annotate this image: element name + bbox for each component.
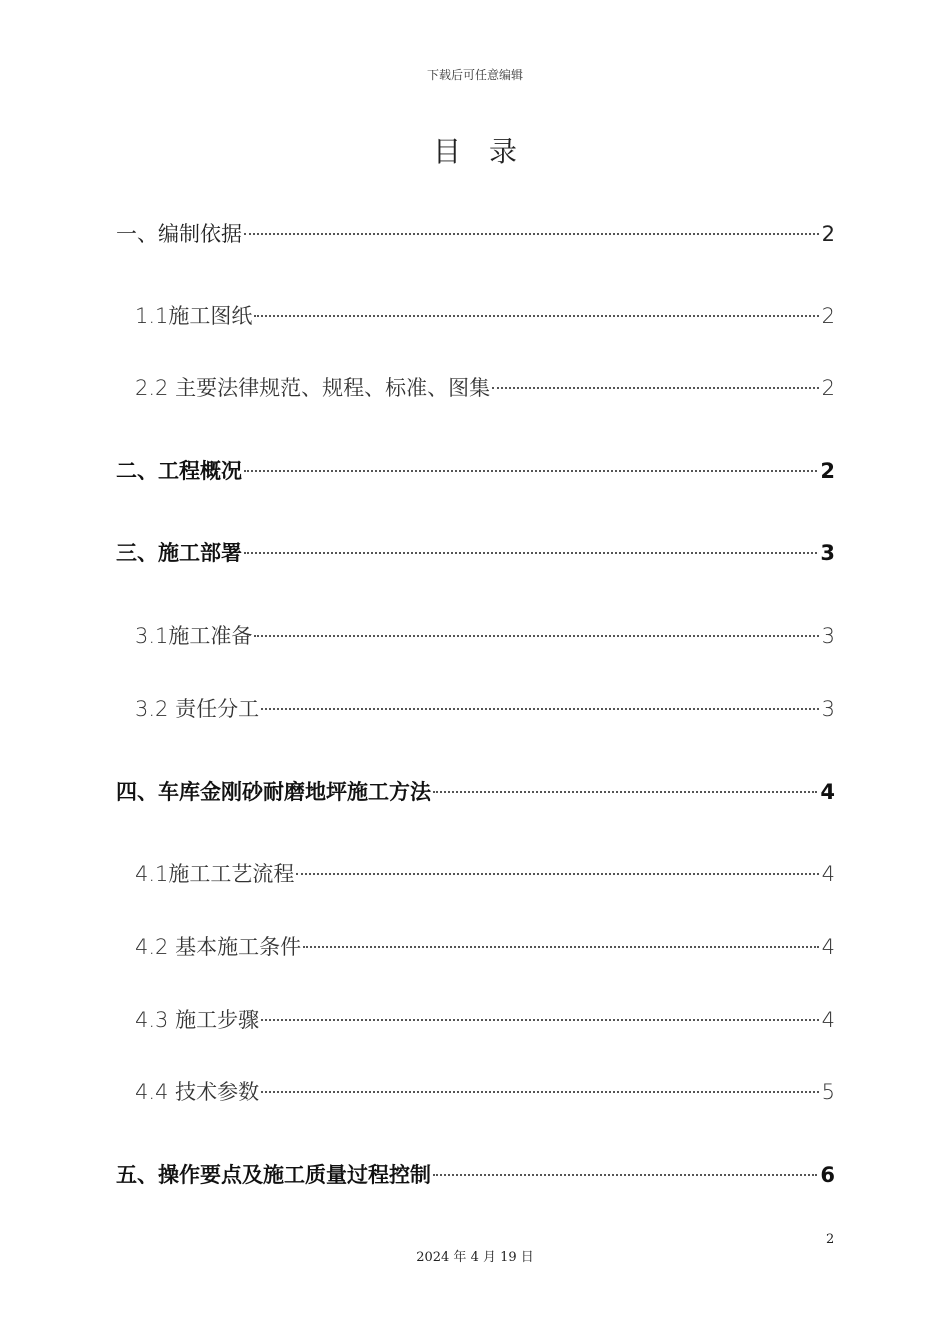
- toc-entry-page: 2: [821, 222, 835, 246]
- toc-entry-3-2[interactable]: [135, 694, 835, 724]
- toc-entry-label: 2.2 主要法律规范、规程、标准、图集: [135, 376, 491, 400]
- toc-entry-label: 3.1施工准备: [135, 624, 253, 648]
- toc-entry-page: 3: [821, 697, 835, 721]
- toc-entry-label: 3.2 责任分工: [135, 697, 260, 721]
- toc-entry-page: 4: [820, 780, 835, 804]
- toc-entry-4-3[interactable]: [135, 1005, 835, 1035]
- toc-entry-page: 4: [821, 935, 835, 959]
- toc-entry-label: 五、操作要点及施工质量过程控制: [116, 1163, 431, 1187]
- page-title: 目录: [432, 135, 545, 168]
- toc-entry-page: 2: [821, 304, 835, 328]
- toc-entry-page: 3: [821, 624, 835, 648]
- toc-entry-label: 4.2 基本施工条件: [135, 935, 302, 959]
- toc-entry-section-5[interactable]: [116, 1160, 835, 1190]
- toc-entry-section-2[interactable]: [116, 456, 835, 486]
- toc-entry-page: 4: [821, 1008, 835, 1032]
- toc-entry-4-2[interactable]: [135, 932, 835, 962]
- toc-entry-page: 2: [820, 459, 835, 483]
- toc-entry-label: 一、编制依据: [116, 222, 242, 246]
- toc-entry-page: 3: [820, 541, 835, 565]
- toc-dot-leader: [244, 552, 817, 554]
- toc-entry-2-2[interactable]: [135, 373, 835, 403]
- toc-entry-label: 二、工程概况: [116, 459, 242, 483]
- toc-dot-leader: [433, 791, 817, 793]
- toc-dot-leader: [244, 470, 817, 472]
- toc-entry-label: 4.3 施工步骤: [135, 1008, 260, 1032]
- toc-entry-3-1[interactable]: [135, 621, 835, 651]
- toc-entry-section-3[interactable]: [116, 538, 835, 568]
- toc-entry-label: 4.4 技术参数: [135, 1080, 260, 1104]
- footer-date: 2024 年 4 月 19 日: [416, 1250, 534, 1265]
- toc-entry-page: 5: [821, 1080, 835, 1104]
- toc-entry-label: 1.1施工图纸: [135, 304, 253, 328]
- toc-entry-section-4[interactable]: [116, 777, 835, 807]
- toc-entry-section-1[interactable]: [116, 219, 835, 249]
- toc-entry-label: 四、车库金刚砂耐磨地坪施工方法: [116, 780, 431, 804]
- toc-entry-4-4[interactable]: [135, 1077, 835, 1107]
- toc-entry-4-1[interactable]: [135, 859, 835, 889]
- toc-dot-leader: [261, 1019, 819, 1021]
- toc-entry-page: 2: [821, 376, 835, 400]
- toc-dot-leader: [254, 635, 818, 637]
- toc-entry-label: 三、施工部署: [116, 541, 242, 565]
- toc-dot-leader: [261, 1091, 819, 1093]
- toc-entry-label: 4.1施工工艺流程: [135, 862, 295, 886]
- toc-dot-leader: [244, 233, 819, 235]
- toc-entry-page: 4: [821, 862, 835, 886]
- toc-entry-1-1[interactable]: [135, 301, 835, 331]
- toc-dot-leader: [254, 315, 818, 317]
- toc-entry-page: 6: [820, 1163, 835, 1187]
- page-number: 2: [826, 1232, 835, 1247]
- toc-dot-leader: [261, 708, 819, 710]
- toc-dot-leader: [492, 387, 819, 389]
- toc-dot-leader: [433, 1174, 817, 1176]
- header-note: 下载后可任意编辑: [426, 68, 523, 82]
- toc-dot-leader: [303, 946, 819, 948]
- toc-dot-leader: [296, 873, 818, 875]
